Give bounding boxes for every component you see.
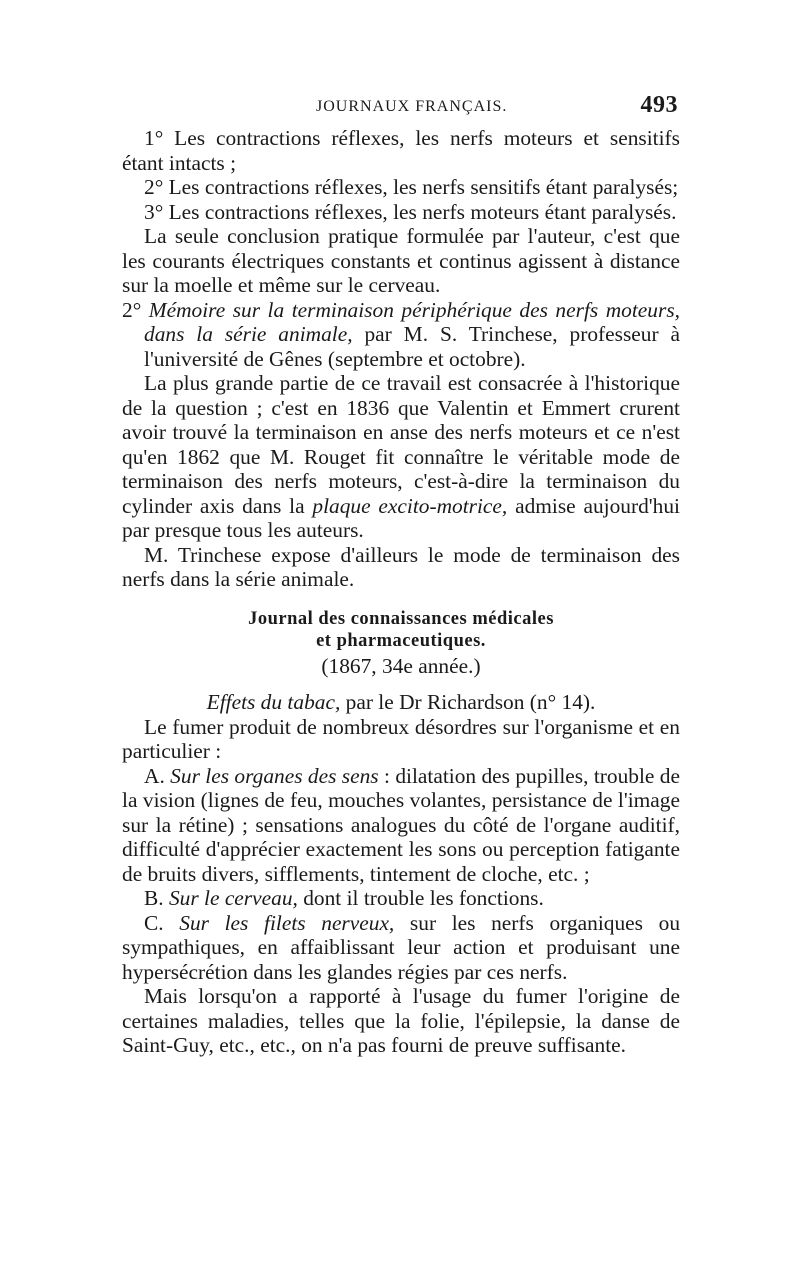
running-title: JOURNAUX FRANÇAIS. bbox=[316, 98, 508, 115]
article-title-italic: Effets du tabac, bbox=[206, 690, 341, 714]
item-b-text: dont il trouble les fonctions. bbox=[297, 886, 544, 910]
list-item-3: 3° Les contractions réflexes, les nerfs moteurs étant paralysés. bbox=[144, 199, 677, 224]
item-a-label: A. bbox=[144, 763, 171, 788]
historique-italic: plaque excito-motrice, bbox=[312, 493, 508, 518]
article-title-author: par le Dr Richardson (n° 14). bbox=[340, 690, 596, 714]
item-c bbox=[122, 911, 680, 985]
fumer-paragraph: Le fumer produit de nombreux désordres sur l'organisme et en particulier : bbox=[122, 714, 680, 763]
journal-title-line-2: et pharmaceutiques. bbox=[316, 630, 486, 651]
journal-year: (1867, 34e année.) bbox=[321, 653, 481, 678]
memoire-author: par M. S. Trinchese, professeur à l'université de Gênes (septembre et octobre). bbox=[144, 322, 680, 371]
item-c-italic: Sur les filets nerveux, bbox=[179, 910, 395, 935]
list-item-2: 2° Les contractions réflexes, les nerfs sensitifs étant paralysés; bbox=[144, 175, 679, 199]
item-b bbox=[122, 886, 680, 911]
memoire-title: Mémoire sur la terminaison périphérique des nerfs moteurs, dans la série animale, bbox=[144, 297, 680, 346]
journal-title-line-1: Journal des connaissances médicales bbox=[248, 608, 554, 629]
article-title bbox=[122, 690, 680, 715]
page bbox=[122, 92, 680, 1058]
item-a-italic: Sur les organes des sens bbox=[170, 763, 379, 788]
item-c-text: sur les nerfs organiques ou sympathiques, en affaiblissant leur action et produisant une hypersécrétion dans les glandes régies par ces nerfs. bbox=[122, 910, 681, 984]
historique-text-1: La plus grande partie de ce travail est consacrée à l'historique de la question ; c'est en 1836 que Valentin et Emmert crurent avoir trouvé la terminaison en anse des nerfs moteurs et ce n'est qu'en 1862 que M. Rouget fit connaître le véritable mode de terminaison des nerfs moteurs, c'est-à-dire la terminaison du cylinder axis dans la bbox=[122, 371, 680, 518]
item-a-text: : dilatation des pupilles, trouble de la vision (lignes de feu, mouches volantes, persistance de l'image sur la rétine) ; sensations analogues du côté de l'organe auditif, difficulté d'apprécier exactement les sons ou perception fatigante de bruits divers, sifflements, tintement de cloche, etc. ; bbox=[122, 763, 680, 886]
historique-paragraph bbox=[122, 371, 680, 543]
page-number: 493 bbox=[640, 92, 678, 118]
item-a bbox=[122, 764, 680, 887]
conclusion-paragraph: La seule conclusion pratique formulée par l'auteur, c'est que les courants électriques constants et continus agissent à distance sur la moelle et même sur le cerveau. bbox=[122, 224, 680, 297]
page-header bbox=[122, 92, 680, 122]
item-b-label: B. bbox=[144, 886, 169, 910]
final-paragraph: Mais lorsqu'on a rapporté à l'usage du fumer l'origine de certaines maladies, telles que la folie, l'épilepsie, la danse de Saint-Guy, etc., etc., on n'a pas fourni de preuve suffisante. bbox=[122, 984, 680, 1057]
list-item-1: 1° Les contractions réflexes, les nerfs moteurs et sensitifs étant intacts ; bbox=[122, 126, 680, 175]
item-c-label: C. bbox=[144, 910, 180, 935]
memoire-entry bbox=[122, 298, 680, 372]
memoire-number: 2° bbox=[122, 297, 149, 322]
journal-title bbox=[122, 608, 680, 652]
item-b-italic: Sur le cerveau, bbox=[168, 886, 298, 910]
historique-text-2: admise aujourd'hui par presque tous les auteurs. bbox=[122, 493, 680, 542]
trinchese-paragraph: M. Trinchese expose d'ailleurs le mode de terminaison des nerfs dans la série animale. bbox=[122, 542, 680, 591]
